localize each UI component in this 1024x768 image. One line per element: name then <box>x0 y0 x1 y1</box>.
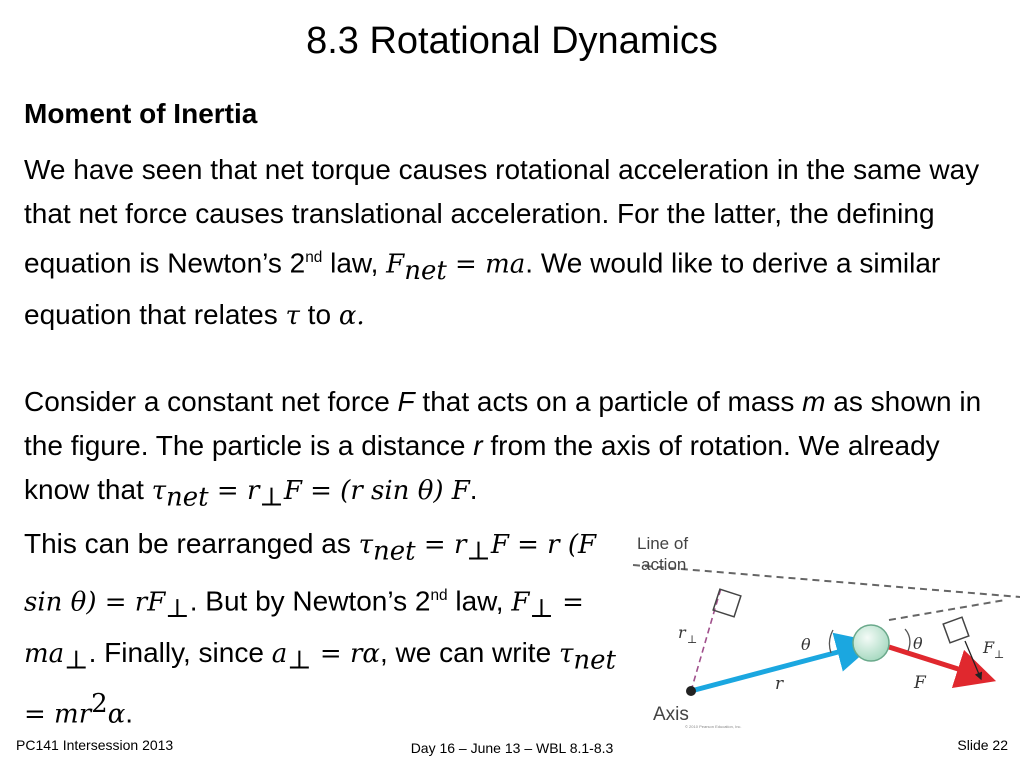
p3-eq3-rhs: = rα <box>311 638 380 669</box>
p2-text-3: as shown in the figure. The particle is a distance <box>24 386 982 461</box>
p3-eq1-tau: τ <box>358 530 374 560</box>
p3-eq2-perp: ⊥ <box>529 593 554 624</box>
p3-eq2-F: F <box>511 586 530 617</box>
p1-sup: nd <box>305 249 323 266</box>
paragraph-3 <box>24 522 624 736</box>
p3-eq4-sub: net <box>573 645 616 676</box>
line-of-action-label-1: Line of <box>637 534 689 553</box>
p2-text-4: from the axis of rotation. We already know that <box>24 430 940 505</box>
r-vector-arrow <box>691 647 857 691</box>
right-angle-marker-f <box>943 617 969 643</box>
p1-alpha: α. <box>338 300 365 331</box>
r-perp-sub: ⊥ <box>687 633 698 646</box>
r-perp-label: r <box>678 623 686 642</box>
r-vector-label: r <box>775 674 784 694</box>
p2-F: F <box>397 386 415 417</box>
footer-slide-number: Slide 22 <box>957 737 1008 753</box>
theta-arc-right <box>905 629 910 651</box>
f-perp-sub: ⊥ <box>994 648 1005 661</box>
p3-eq4-rhs: = mr <box>24 699 92 730</box>
p2-eq-sub: net <box>166 482 209 513</box>
axis-point <box>686 686 696 696</box>
p3-eq1-sub: net <box>373 536 416 567</box>
axis-label: Axis <box>653 704 689 725</box>
section-heading: Moment of Inertia <box>24 98 258 129</box>
p2-text-2: that acts on a particle of mass <box>414 386 803 417</box>
p3-eq4-tau: τ <box>558 638 574 669</box>
theta-right-label: θ <box>913 634 923 653</box>
p3-text-2: . But by Newton’s 2 <box>189 584 431 616</box>
theta-arc-left <box>829 630 833 653</box>
line-of-action-label-2: action <box>641 555 687 574</box>
p3-eq2-rhs: = ma <box>24 586 584 669</box>
copyright-note: © 2010 Pearson Education, Inc. <box>685 724 742 729</box>
torque-figure <box>625 525 1020 730</box>
r-perp-segment <box>691 588 741 691</box>
force-arrow <box>889 647 977 675</box>
p2-eq-perp: ⊥ <box>259 482 284 513</box>
p2-eq-mid: = r <box>208 476 260 506</box>
p3-text-3: law, <box>447 584 512 616</box>
theta-left-label: θ <box>801 635 811 654</box>
line-of-action <box>633 565 1020 620</box>
p3-eq3-perp: ⊥ <box>287 645 312 676</box>
force-label: F <box>914 673 926 693</box>
p1-text-1: We have seen that net torque causes rotational acceleration in the same way that net force causes translational acceleration. For the latter, the defining equation is Newton’s 2 <box>24 154 980 279</box>
p3-eq1-mid: = r <box>415 530 467 560</box>
paragraph-1 <box>24 148 999 338</box>
p2-eq-rhs: F = (r sin θ) F <box>283 476 470 506</box>
p2-r: r <box>473 430 483 461</box>
particle <box>853 625 889 661</box>
p3-eq1-rhs: F = r (F sin θ) = rF <box>24 530 597 617</box>
p3-eq1-perp: ⊥ <box>466 536 491 567</box>
p3-text-1: This can be rearranged as <box>24 528 359 559</box>
p1-text-2: law, <box>322 247 387 279</box>
p1-text-3: . We would like to derive a similar equation that relates <box>24 247 941 330</box>
p3-sup: nd <box>430 586 448 604</box>
p2-m: m <box>802 386 826 417</box>
footer-course: PC141 Intersession 2013 <box>16 737 174 753</box>
slide-title: 8.3 Rotational Dynamics <box>306 20 718 62</box>
p2-eq-tau: τ <box>151 476 167 506</box>
p2-text-1: Consider a constant net force <box>24 386 398 417</box>
p1-eq-sub: net <box>404 255 447 286</box>
p1-eq-F: F <box>386 249 405 280</box>
p3-eq4-alpha: α <box>107 699 126 730</box>
p1-tau: τ <box>285 300 300 331</box>
p3-text-5: , we can write <box>379 636 559 668</box>
f-perp-label: F <box>983 638 995 657</box>
paragraph-2 <box>24 380 999 520</box>
p3-text-4: . Finally, since <box>88 636 272 668</box>
p3-eq1-perp2: ⊥ <box>165 593 190 624</box>
p1-eq-rhs: = ma <box>446 249 526 280</box>
p3-text-6: . <box>125 697 134 729</box>
p1-text-4: to <box>299 298 339 330</box>
footer-date: Day 16 – June 13 – WBL 8.1-8.3 <box>410 740 614 756</box>
p3-eq4-sup: 2 <box>91 689 108 720</box>
p3-eq3-a: a <box>271 638 288 669</box>
p2-text-5: . <box>469 474 478 505</box>
p3-eq2-perp2: ⊥ <box>64 645 89 676</box>
